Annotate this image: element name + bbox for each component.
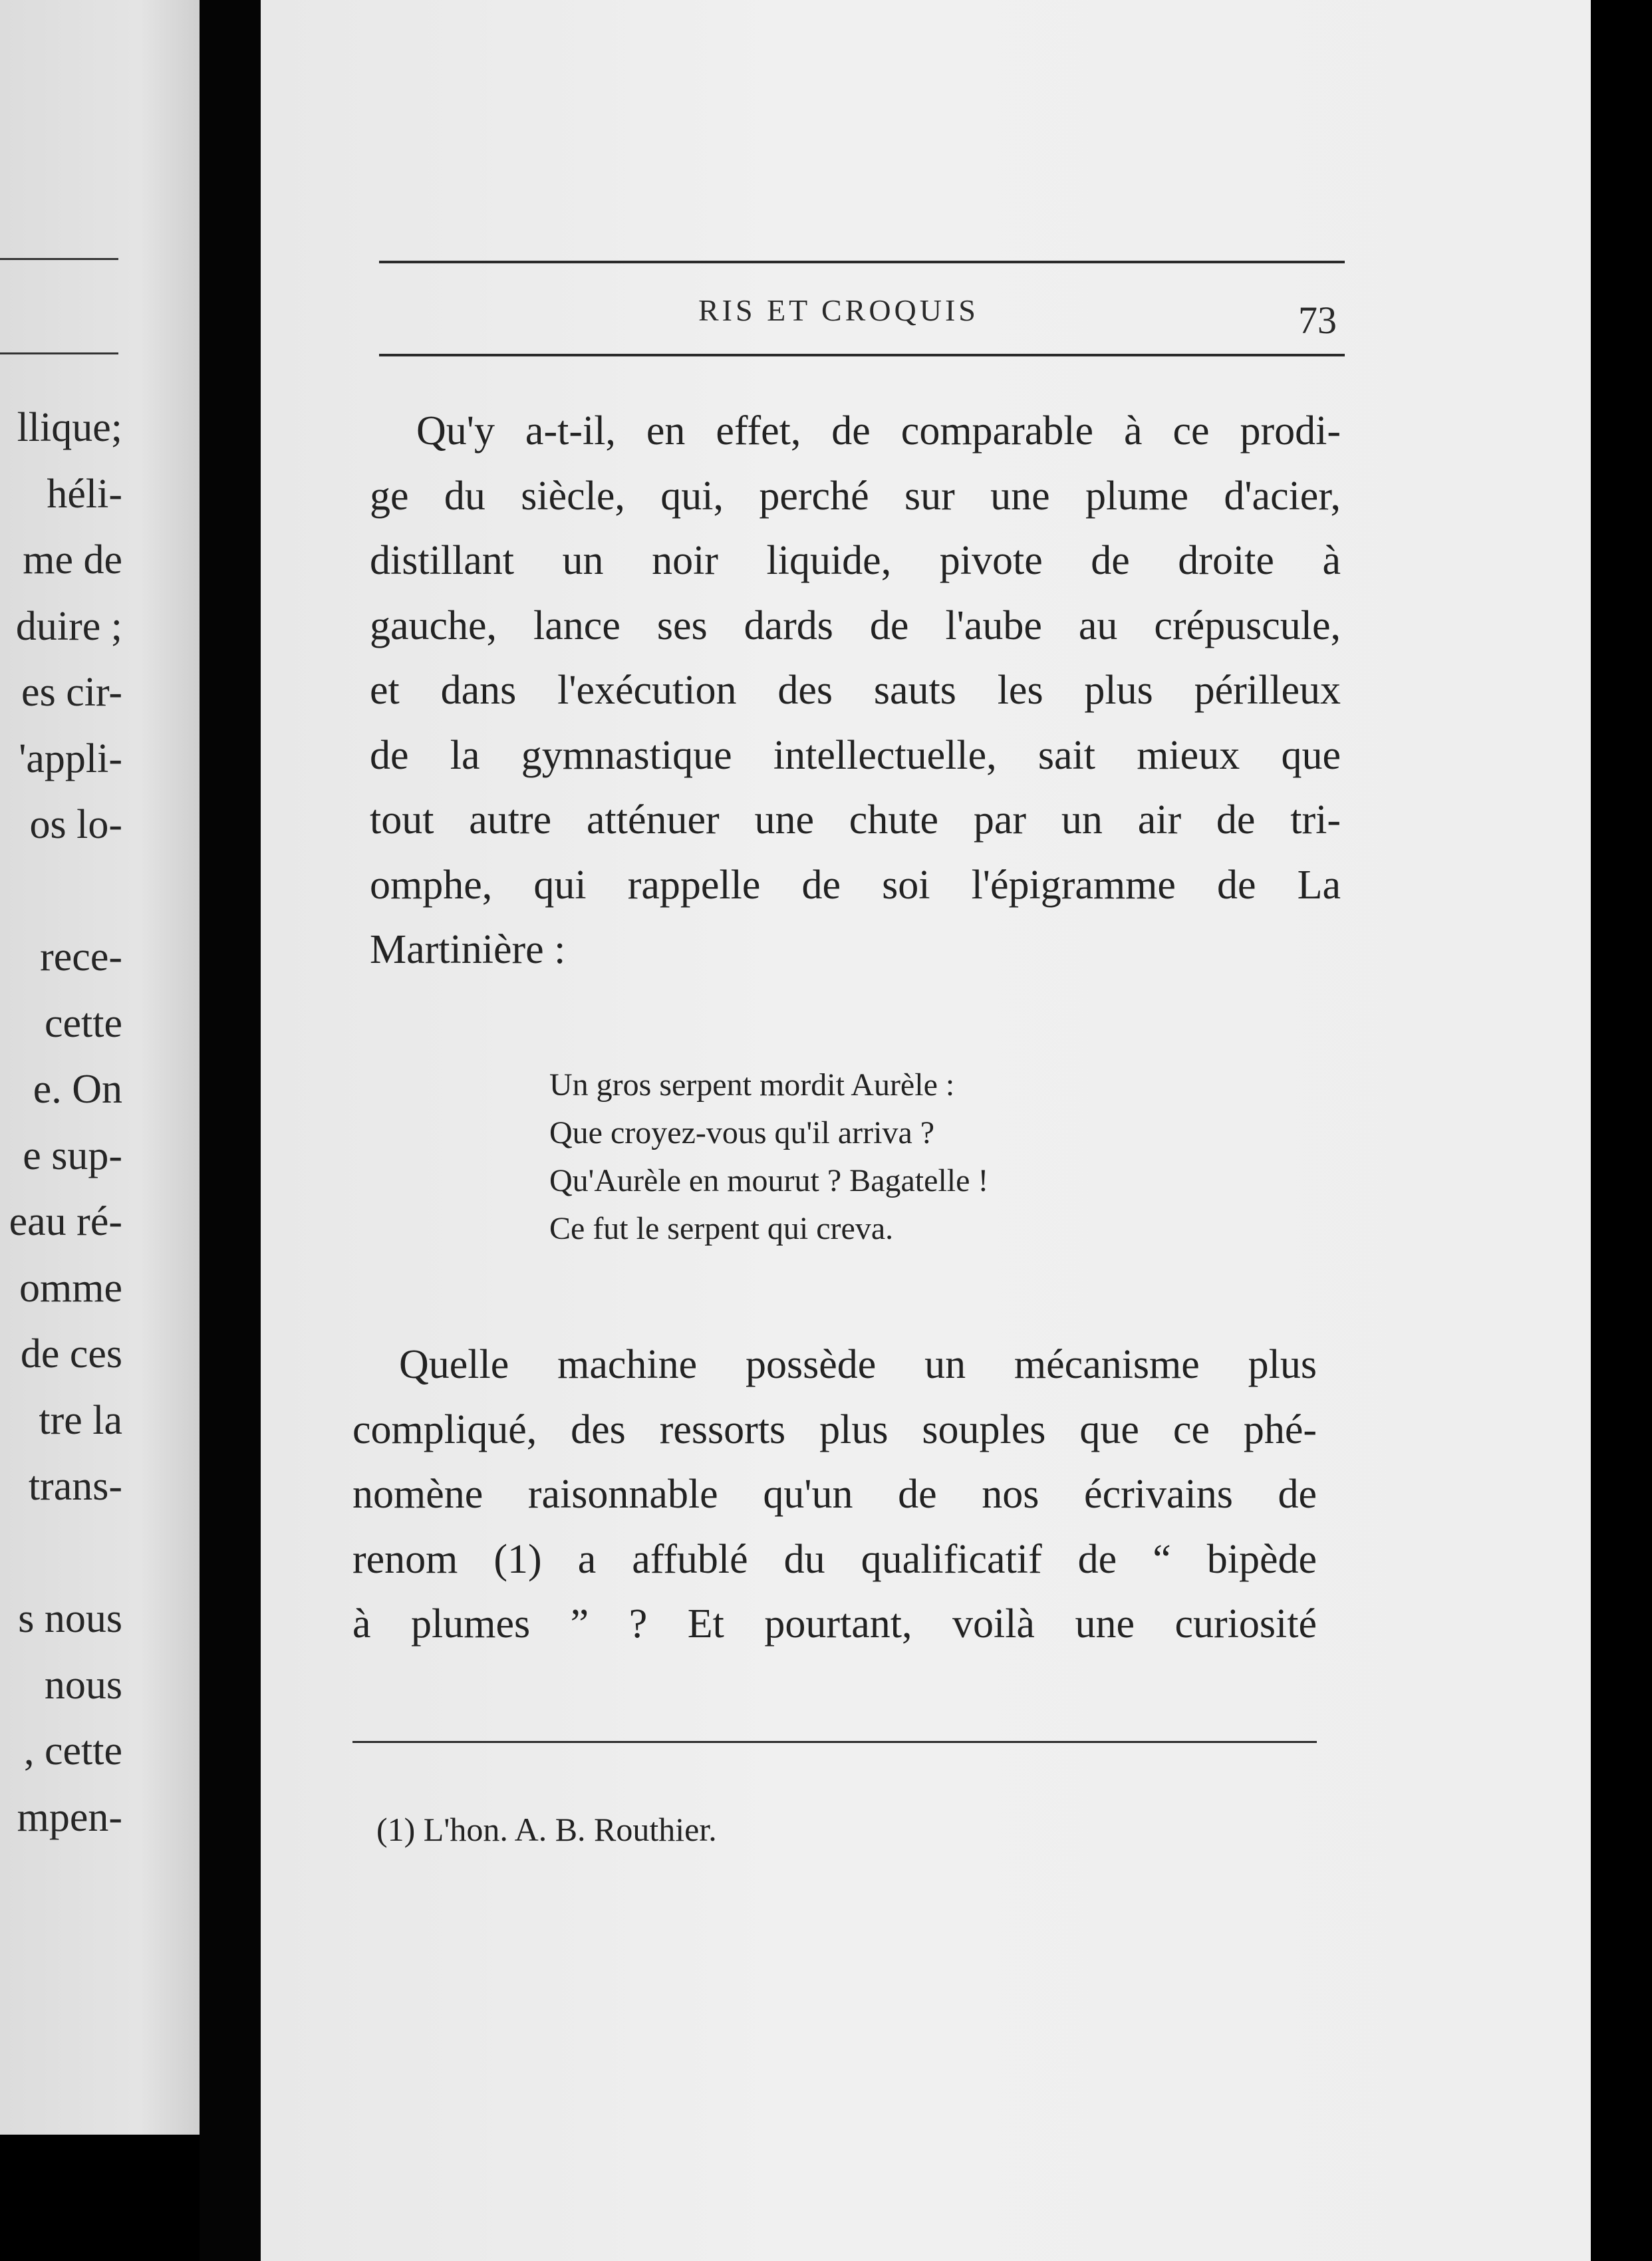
running-head: RIS ET CROQUIS xyxy=(698,293,979,327)
footnote-rule xyxy=(352,1741,1317,1743)
header-rule-bottom xyxy=(379,354,1345,356)
book-gutter xyxy=(200,0,261,2261)
paragraph-1 xyxy=(370,399,1341,983)
left-page-line: me de xyxy=(23,537,122,583)
left-page-line: tre la xyxy=(39,1397,122,1443)
left-page-line: os lo- xyxy=(29,802,122,847)
paragraph-line: compliqué, des ressorts plus souples que ce phé- xyxy=(352,1406,1317,1452)
left-page-line: s nous xyxy=(18,1596,122,1641)
paragraph-line: nomène raisonnable qu'un de nos écrivains de xyxy=(352,1472,1317,1517)
left-page-line: rece- xyxy=(40,934,122,980)
paragraph-2 xyxy=(352,1333,1317,1657)
left-page-line: de ces xyxy=(20,1331,122,1377)
paragraph-line: renom (1) a affublé du qualificatif de “ bipède xyxy=(352,1536,1317,1582)
page-number: 73 xyxy=(1298,299,1337,342)
paragraph-line: omphe, qui rappelle de soi l'épigramme de La xyxy=(370,862,1341,908)
verse-line: Un gros serpent mordit Aurèle : xyxy=(549,1067,955,1103)
scan-border xyxy=(1591,0,1652,2261)
left-page-line: héli- xyxy=(47,471,122,517)
paragraph-line: gauche, lance ses dards de l'aube au crépuscule, xyxy=(370,602,1341,648)
paragraph-line: Qu'y a-t-il, en effet, de comparable à ce prodi- xyxy=(416,408,1341,454)
header-rule-top xyxy=(379,261,1345,263)
left-page-line: llique; xyxy=(17,405,122,450)
left-page-line: , cette xyxy=(23,1728,122,1774)
left-page-line: trans- xyxy=(28,1464,122,1509)
left-page-line: e sup- xyxy=(23,1132,122,1178)
paragraph-line: Quelle machine possède un mécanisme plus xyxy=(399,1342,1317,1387)
left-page-line: mpen- xyxy=(17,1794,122,1840)
verse-line: Ce fut le serpent qui creva. xyxy=(549,1211,894,1246)
paragraph-line: et dans l'exécution des sauts les plus périlleux xyxy=(370,668,1341,713)
left-page-line: omme xyxy=(19,1265,122,1311)
left-page-rule-bottom xyxy=(0,352,118,354)
verse-line: Qu'Aurèle en mourut ? Bagatelle ! xyxy=(549,1163,989,1198)
verse-line: Que croyez-vous qu'il arriva ? xyxy=(549,1115,935,1150)
paragraph-line: ge du siècle, qui, perché sur une plume d'acier, xyxy=(370,473,1341,519)
paragraph-line: Martinière : xyxy=(370,927,566,972)
left-page-line: es cir- xyxy=(21,670,122,715)
left-page-line: cette xyxy=(44,1000,122,1046)
paragraph-line: distillant un noir liquide, pivote de droite à xyxy=(370,538,1341,583)
left-page-line: eau ré- xyxy=(9,1199,122,1244)
epigram-verse xyxy=(549,1061,988,1253)
left-page-line: nous xyxy=(44,1662,122,1708)
left-page-line xyxy=(9,1520,122,1587)
paragraph-line: de la gymnastique intellectuelle, sait mieux que xyxy=(370,732,1341,778)
footnote: (1) L'hon. A. B. Routhier. xyxy=(376,1811,717,1848)
left-page-line: e. On xyxy=(33,1067,122,1112)
paragraph-line: à plumes ” ? Et pourtant, voilà une curiosité xyxy=(352,1601,1317,1647)
left-page-line xyxy=(9,859,122,925)
paragraph-line: tout autre atténuer une chute par un air de tri- xyxy=(370,797,1341,843)
left-page-line: duire ; xyxy=(15,603,122,649)
left-facing-page xyxy=(0,0,200,2135)
left-page-text xyxy=(9,395,122,1851)
left-page-rule-top xyxy=(0,258,118,260)
left-page-line: 'appli- xyxy=(19,735,122,781)
